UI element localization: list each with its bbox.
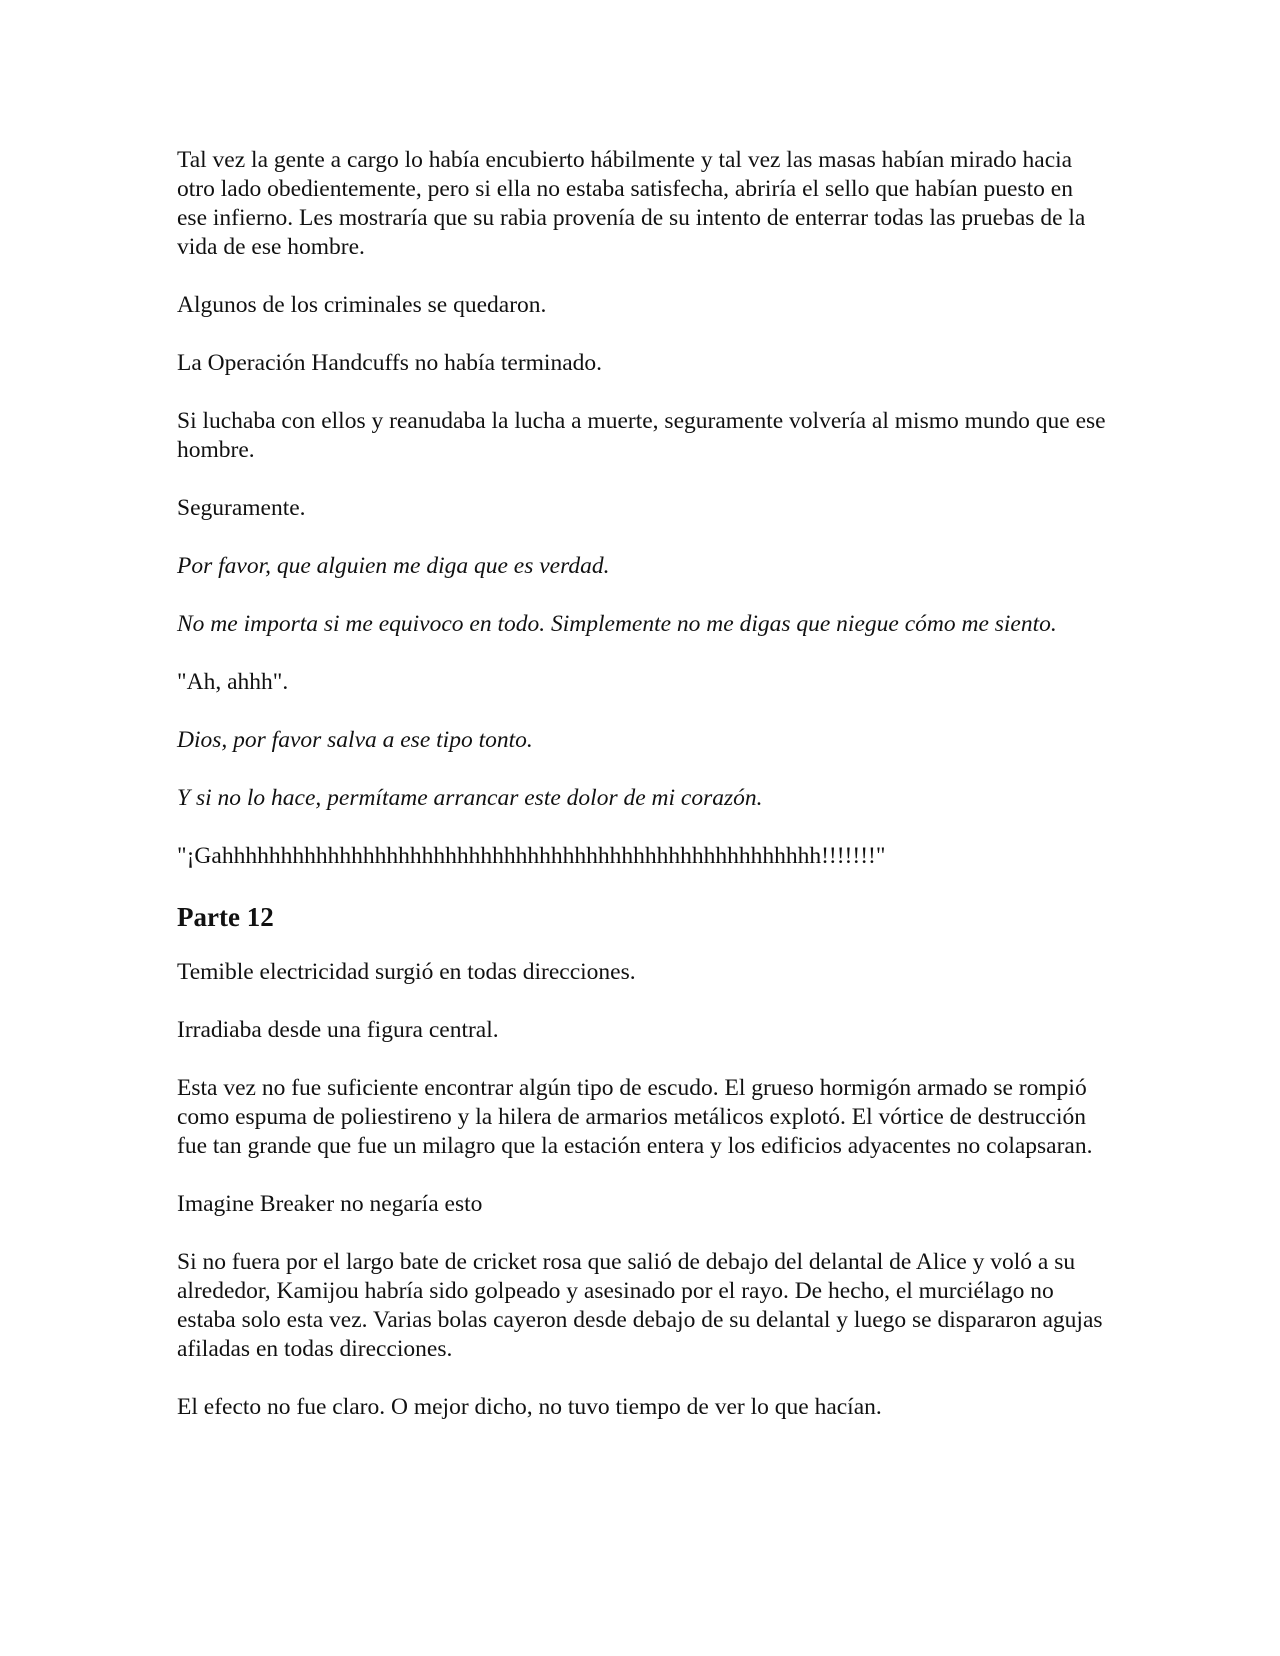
paragraph-effect-unclear: El efecto no fue claro. O mejor dicho, no tuvo tiempo de ver lo que hacían. (177, 1394, 882, 1420)
paragraph-italic-tell-me-true: Por favor, que alguien me diga que es verdad. (177, 553, 610, 579)
document-page (177, 146, 1107, 1451)
paragraph-imagine-breaker: Imagine Breaker no negaría esto (177, 1191, 483, 1217)
paragraph-operation-handcuffs: La Operación Handcuffs no había terminado. (177, 350, 603, 376)
paragraph-fight-to-death: Si luchaba con ellos y reanudaba la lucha a muerte, seguramente volvería al mismo mundo que ese hombre. (177, 408, 1106, 463)
paragraph-cover-up: Tal vez la gente a cargo lo había encubierto hábilmente y tal vez las masas habían mirado hacia otro lado obedientemente, pero si ella no estaba satisfecha, abriría el sello que habían puesto en ese infierno. Les mostraría que su rabia provenía de su intento de enterrar todas las pruebas de la vida de ese hombre. (177, 147, 1086, 260)
paragraph-criminals-stayed: Algunos de los criminales se quedaron. (177, 292, 547, 318)
paragraph-cricket-bat: Si no fuera por el largo bate de cricket rosa que salió de debajo del delantal de Alice y voló a su alrededor, Kamijou habría sido golpeado y asesinado por el rayo. De hecho, el murciélago no estaba solo esta vez. Varias bolas cayeron desde debajo de su delantal y luego se dispararon agujas afiladas en todas direcciones. (177, 1249, 1103, 1362)
paragraph-radiated: Irradiaba desde una figura central. (177, 1017, 499, 1043)
paragraph-dialogue-ah: "Ah, ahhh". (177, 669, 289, 695)
paragraph-dialogue-scream: "¡Gahhhhhhhhhhhhhhhhhhhhhhhhhhhhhhhhhhhhhhhhhhhhhhhhhhh!!!!!!!" (177, 843, 886, 869)
paragraph-destruction: Esta vez no fue suficiente encontrar algún tipo de escudo. El grueso hormigón armado se rompió como espuma de poliestireno y la hilera de armarios metálicos explotó. El vórtice de destrucción fue tan grande que fue un milagro que la estación entera y los edificios adyacentes no colapsaran. (177, 1075, 1093, 1159)
paragraph-italic-tear-pain: Y si no lo hace, permítame arrancar este dolor de mi corazón. (177, 785, 763, 811)
section-heading: Parte 12 (177, 902, 274, 932)
paragraph-electricity: Temible electricidad surgió en todas direcciones. (177, 959, 636, 985)
paragraph-italic-dont-deny: No me importa si me equivoco en todo. Simplemente no me digas que niegue cómo me siento. (177, 611, 1057, 637)
paragraph-surely: Seguramente. (177, 495, 306, 521)
paragraph-italic-god-save: Dios, por favor salva a ese tipo tonto. (177, 727, 533, 753)
